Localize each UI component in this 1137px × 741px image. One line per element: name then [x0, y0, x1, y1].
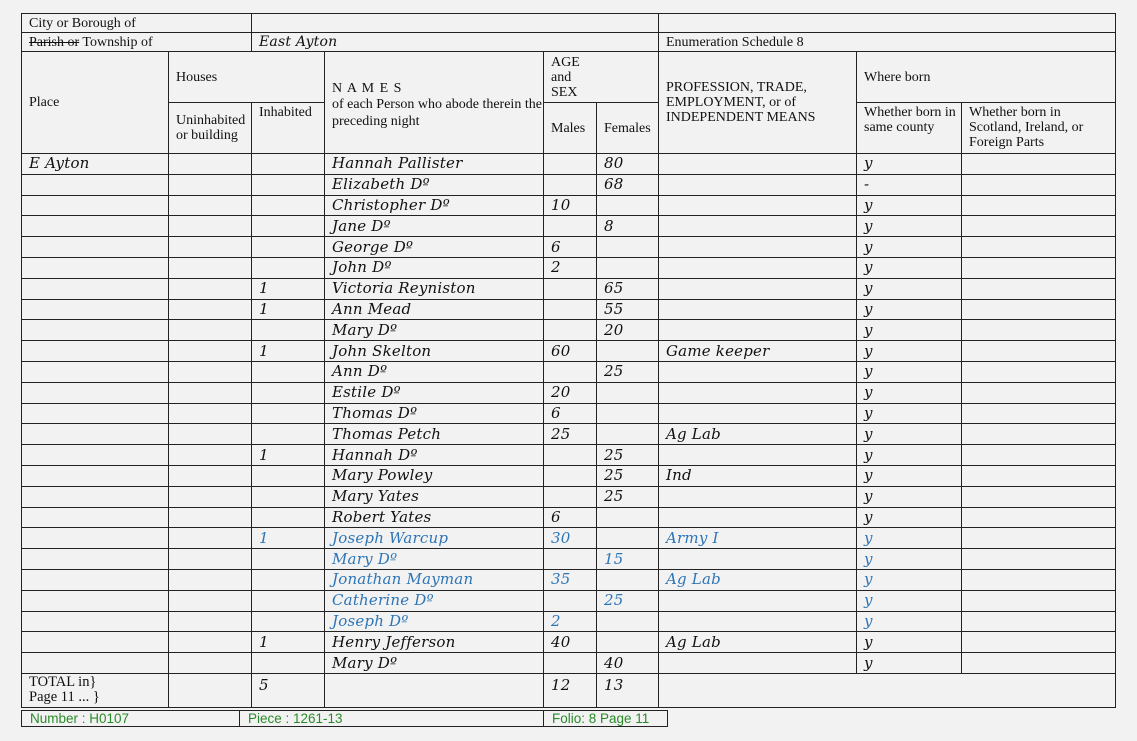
row-same-county: y [857, 611, 962, 632]
row-profession [659, 549, 857, 570]
row-place [22, 611, 169, 632]
row-same-county: y [857, 237, 962, 258]
row-female-age: 25 [597, 361, 659, 382]
row-inhabited: 1 [252, 299, 325, 320]
row-foreign [962, 216, 1116, 237]
row-female-age [597, 611, 659, 632]
row-female-age: 55 [597, 299, 659, 320]
row-foreign [962, 174, 1116, 195]
township-value: East Ayton [252, 33, 659, 52]
row-same-county: y [857, 549, 962, 570]
row-profession: Ag Lab [659, 632, 857, 653]
table-row [22, 361, 1116, 382]
row-female-age: 15 [597, 549, 659, 570]
row-inhabited [252, 549, 325, 570]
row-uninhabited [169, 632, 252, 653]
row-uninhabited [169, 569, 252, 590]
row-place [22, 237, 169, 258]
row-male-age: 35 [544, 569, 597, 590]
row-inhabited [252, 320, 325, 341]
row-name: Mary Dº [325, 320, 544, 341]
row-place [22, 195, 169, 216]
row-uninhabited [169, 486, 252, 507]
row-inhabited [252, 174, 325, 195]
row-profession [659, 174, 857, 195]
row-same-county: y [857, 361, 962, 382]
row-foreign [962, 341, 1116, 362]
row-profession [659, 403, 857, 424]
row-inhabited [252, 424, 325, 445]
row-place [22, 465, 169, 486]
table-row [22, 216, 1116, 237]
city-value [252, 14, 659, 33]
row-foreign [962, 507, 1116, 528]
row-same-county: y [857, 299, 962, 320]
row-uninhabited [169, 341, 252, 362]
row-female-age: 65 [597, 278, 659, 299]
row-same-county: y [857, 569, 962, 590]
row-foreign [962, 424, 1116, 445]
row-profession [659, 653, 857, 674]
row-male-age: 6 [544, 403, 597, 424]
row-foreign [962, 361, 1116, 382]
row-female-age [597, 569, 659, 590]
row-female-age [597, 507, 659, 528]
row-name: Mary Dº [325, 653, 544, 674]
row-male-age: 6 [544, 507, 597, 528]
table-row [22, 569, 1116, 590]
row-profession [659, 611, 857, 632]
row-profession [659, 257, 857, 278]
age-sex-label: AGE and SEX [551, 54, 580, 100]
row-name: John Skelton [325, 341, 544, 362]
row-same-county: - [857, 174, 962, 195]
row-foreign [962, 611, 1116, 632]
row-uninhabited [169, 195, 252, 216]
row-female-age [597, 424, 659, 445]
col-age-sex [544, 52, 659, 103]
row-name: John Dº [325, 257, 544, 278]
col-uninhabited: Uninhabited or building [169, 103, 252, 154]
row-male-age: 6 [544, 237, 597, 258]
row-name: Catherine Dº [325, 590, 544, 611]
col-profession: PROFESSION, TRADE, EMPLOYMENT, or of INDEPENDENT MEANS [659, 52, 857, 154]
row-profession [659, 195, 857, 216]
row-same-county: y [857, 445, 962, 466]
city-label: City or Borough of [22, 14, 252, 33]
row-same-county: y [857, 382, 962, 403]
reference-footer [21, 710, 668, 727]
row-name: Mary Dº [325, 549, 544, 570]
row-same-county: y [857, 216, 962, 237]
row-inhabited [252, 237, 325, 258]
row-male-age: 2 [544, 611, 597, 632]
row-female-age: 68 [597, 174, 659, 195]
row-inhabited [252, 590, 325, 611]
table-row [22, 403, 1116, 424]
table-row [22, 549, 1116, 570]
col-foreign: Whether born in Scotland, Ireland, or Foreign Parts [962, 103, 1116, 154]
row-inhabited [252, 403, 325, 424]
row-name: Hannah Pallister [325, 154, 544, 175]
row-same-county: y [857, 507, 962, 528]
row-inhabited [252, 465, 325, 486]
total-label-line2: Page 11 ... } [29, 688, 100, 705]
total-label [22, 673, 169, 707]
col-inhabited: Inhabited [252, 103, 325, 154]
row-profession: Ag Lab [659, 424, 857, 445]
row-male-age [544, 445, 597, 466]
row-foreign [962, 445, 1116, 466]
row-male-age [544, 299, 597, 320]
table-row [22, 424, 1116, 445]
row-male-age: 2 [544, 257, 597, 278]
row-female-age: 25 [597, 590, 659, 611]
row-profession [659, 486, 857, 507]
row-name: Ann Dº [325, 361, 544, 382]
table-row [22, 507, 1116, 528]
row-same-county: y [857, 195, 962, 216]
row-name: Estile Dº [325, 382, 544, 403]
census-sheet [21, 13, 1116, 708]
row-female-age [597, 257, 659, 278]
row-profession [659, 320, 857, 341]
row-place [22, 320, 169, 341]
row-name: Elizabeth Dº [325, 174, 544, 195]
schedule-label: Enumeration Schedule 8 [659, 33, 1116, 52]
row-same-county: y [857, 278, 962, 299]
row-place [22, 174, 169, 195]
row-same-county: y [857, 590, 962, 611]
row-place [22, 257, 169, 278]
row-profession [659, 590, 857, 611]
row-place: E Ayton [22, 154, 169, 175]
total-blank [659, 673, 1116, 707]
city-blank [659, 14, 1116, 33]
row-female-age [597, 382, 659, 403]
row-profession [659, 278, 857, 299]
row-profession [659, 237, 857, 258]
row-foreign [962, 320, 1116, 341]
names-title: N A M E S [332, 81, 403, 96]
col-males: Males [544, 103, 597, 154]
census-rows [22, 154, 1116, 674]
row-place [22, 361, 169, 382]
row-inhabited: 1 [252, 341, 325, 362]
row-inhabited [252, 154, 325, 175]
row-name: Hannah Dº [325, 445, 544, 466]
total-males: 12 [544, 673, 597, 707]
row-male-age [544, 278, 597, 299]
parish-struck-label: Parish or [29, 34, 80, 50]
row-male-age: 40 [544, 632, 597, 653]
row-inhabited: 1 [252, 632, 325, 653]
row-same-county: y [857, 528, 962, 549]
row-name: Ann Mead [325, 299, 544, 320]
footer-folio: Folio: 8 Page 11 [544, 711, 668, 727]
row-foreign [962, 403, 1116, 424]
row-name: Thomas Petch [325, 424, 544, 445]
row-male-age: 60 [544, 341, 597, 362]
row-uninhabited [169, 403, 252, 424]
row-uninhabited [169, 237, 252, 258]
row-foreign [962, 382, 1116, 403]
row-foreign [962, 237, 1116, 258]
row-female-age [597, 341, 659, 362]
row-female-age: 80 [597, 154, 659, 175]
row-male-age [544, 174, 597, 195]
row-male-age [544, 653, 597, 674]
row-foreign [962, 278, 1116, 299]
row-name: Robert Yates [325, 507, 544, 528]
row-name: Victoria Reyniston [325, 278, 544, 299]
row-female-age: 20 [597, 320, 659, 341]
row-name: Joseph Warcup [325, 528, 544, 549]
total-names [325, 673, 544, 707]
row-foreign [962, 653, 1116, 674]
row-inhabited [252, 507, 325, 528]
row-same-county: y [857, 632, 962, 653]
row-female-age: 25 [597, 465, 659, 486]
row-female-age: 40 [597, 653, 659, 674]
row-foreign [962, 549, 1116, 570]
col-names [325, 52, 544, 154]
row-inhabited [252, 382, 325, 403]
table-row [22, 257, 1116, 278]
row-inhabited [252, 257, 325, 278]
row-uninhabited [169, 299, 252, 320]
row-place [22, 216, 169, 237]
row-foreign [962, 195, 1116, 216]
row-uninhabited [169, 257, 252, 278]
row-profession [659, 445, 857, 466]
row-male-age: 25 [544, 424, 597, 445]
col-houses: Houses [169, 52, 325, 103]
row-name: Mary Powley [325, 465, 544, 486]
table-row [22, 237, 1116, 258]
row-foreign [962, 569, 1116, 590]
total-uninhabited [169, 673, 252, 707]
row-profession [659, 216, 857, 237]
row-female-age [597, 237, 659, 258]
row-name: Jonathan Mayman [325, 569, 544, 590]
row-uninhabited [169, 382, 252, 403]
row-foreign [962, 299, 1116, 320]
row-uninhabited [169, 361, 252, 382]
table-row [22, 174, 1116, 195]
row-uninhabited [169, 653, 252, 674]
row-inhabited: 1 [252, 528, 325, 549]
row-female-age: 8 [597, 216, 659, 237]
row-male-age: 10 [544, 195, 597, 216]
row-place [22, 653, 169, 674]
row-place [22, 445, 169, 466]
row-place [22, 382, 169, 403]
row-uninhabited [169, 549, 252, 570]
table-row [22, 465, 1116, 486]
row-female-age [597, 632, 659, 653]
row-inhabited [252, 611, 325, 632]
row-foreign [962, 486, 1116, 507]
row-name: Jane Dº [325, 216, 544, 237]
row-place [22, 341, 169, 362]
row-female-age [597, 403, 659, 424]
table-row [22, 195, 1116, 216]
row-uninhabited [169, 216, 252, 237]
row-inhabited: 1 [252, 278, 325, 299]
table-row [22, 382, 1116, 403]
row-same-county: y [857, 320, 962, 341]
row-name: George Dº [325, 237, 544, 258]
table-row [22, 486, 1116, 507]
row-place [22, 486, 169, 507]
row-female-age [597, 195, 659, 216]
names-subtitle: of each Person who abode therein the preceding night [332, 97, 542, 129]
row-same-county: y [857, 257, 962, 278]
row-same-county: y [857, 653, 962, 674]
row-same-county: y [857, 154, 962, 175]
col-same-county: Whether born in same county [857, 103, 962, 154]
row-same-county: y [857, 403, 962, 424]
row-foreign [962, 590, 1116, 611]
township-label: Township of [79, 34, 153, 50]
table-row [22, 590, 1116, 611]
row-male-age [544, 465, 597, 486]
row-uninhabited [169, 174, 252, 195]
table-row [22, 653, 1116, 674]
row-uninhabited [169, 528, 252, 549]
row-uninhabited [169, 611, 252, 632]
census-table [21, 13, 1116, 708]
total-females: 13 [597, 673, 659, 707]
row-place [22, 528, 169, 549]
row-place [22, 278, 169, 299]
row-profession [659, 382, 857, 403]
footer-piece: Piece : 1261-13 [240, 711, 544, 727]
row-name: Joseph Dº [325, 611, 544, 632]
row-uninhabited [169, 424, 252, 445]
table-row [22, 320, 1116, 341]
row-place [22, 507, 169, 528]
row-profession: Ag Lab [659, 569, 857, 590]
parish-label [22, 33, 252, 52]
row-place [22, 299, 169, 320]
row-same-county: y [857, 341, 962, 362]
row-uninhabited [169, 465, 252, 486]
table-row [22, 299, 1116, 320]
row-male-age [544, 549, 597, 570]
row-inhabited [252, 361, 325, 382]
col-where-born: Where born [857, 52, 1116, 103]
row-foreign [962, 154, 1116, 175]
row-male-age [544, 361, 597, 382]
row-same-county: y [857, 486, 962, 507]
row-male-age [544, 320, 597, 341]
row-profession [659, 299, 857, 320]
footer-number: Number : H0107 [22, 711, 240, 727]
row-inhabited [252, 486, 325, 507]
table-row [22, 632, 1116, 653]
row-uninhabited [169, 154, 252, 175]
row-uninhabited [169, 278, 252, 299]
row-foreign [962, 528, 1116, 549]
row-foreign [962, 465, 1116, 486]
row-male-age: 30 [544, 528, 597, 549]
row-uninhabited [169, 320, 252, 341]
row-profession: Game keeper [659, 341, 857, 362]
row-same-county: y [857, 424, 962, 445]
row-uninhabited [169, 507, 252, 528]
row-male-age [544, 216, 597, 237]
table-row [22, 341, 1116, 362]
row-inhabited [252, 569, 325, 590]
table-row [22, 154, 1116, 175]
row-place [22, 549, 169, 570]
row-profession: Army I [659, 528, 857, 549]
row-foreign [962, 257, 1116, 278]
row-inhabited [252, 216, 325, 237]
row-male-age [544, 154, 597, 175]
row-male-age: 20 [544, 382, 597, 403]
row-name: Mary Yates [325, 486, 544, 507]
total-inhabited: 5 [252, 673, 325, 707]
table-row [22, 611, 1116, 632]
row-inhabited [252, 195, 325, 216]
table-row [22, 445, 1116, 466]
row-inhabited [252, 653, 325, 674]
col-females: Females [597, 103, 659, 154]
row-profession [659, 507, 857, 528]
row-female-age: 25 [597, 445, 659, 466]
row-female-age [597, 528, 659, 549]
col-place: Place [22, 52, 169, 154]
total-label-line1: TOTAL in} [29, 673, 97, 690]
row-name: Christopher Dº [325, 195, 544, 216]
row-male-age [544, 590, 597, 611]
row-male-age [544, 486, 597, 507]
row-place [22, 632, 169, 653]
row-profession [659, 361, 857, 382]
row-name: Thomas Dº [325, 403, 544, 424]
row-female-age: 25 [597, 486, 659, 507]
row-uninhabited [169, 590, 252, 611]
table-row [22, 528, 1116, 549]
row-place [22, 424, 169, 445]
row-place [22, 569, 169, 590]
row-place [22, 403, 169, 424]
row-foreign [962, 632, 1116, 653]
row-place [22, 590, 169, 611]
table-row [22, 278, 1116, 299]
row-inhabited: 1 [252, 445, 325, 466]
row-uninhabited [169, 445, 252, 466]
row-profession [659, 154, 857, 175]
row-profession: Ind [659, 465, 857, 486]
row-same-county: y [857, 465, 962, 486]
row-name: Henry Jefferson [325, 632, 544, 653]
